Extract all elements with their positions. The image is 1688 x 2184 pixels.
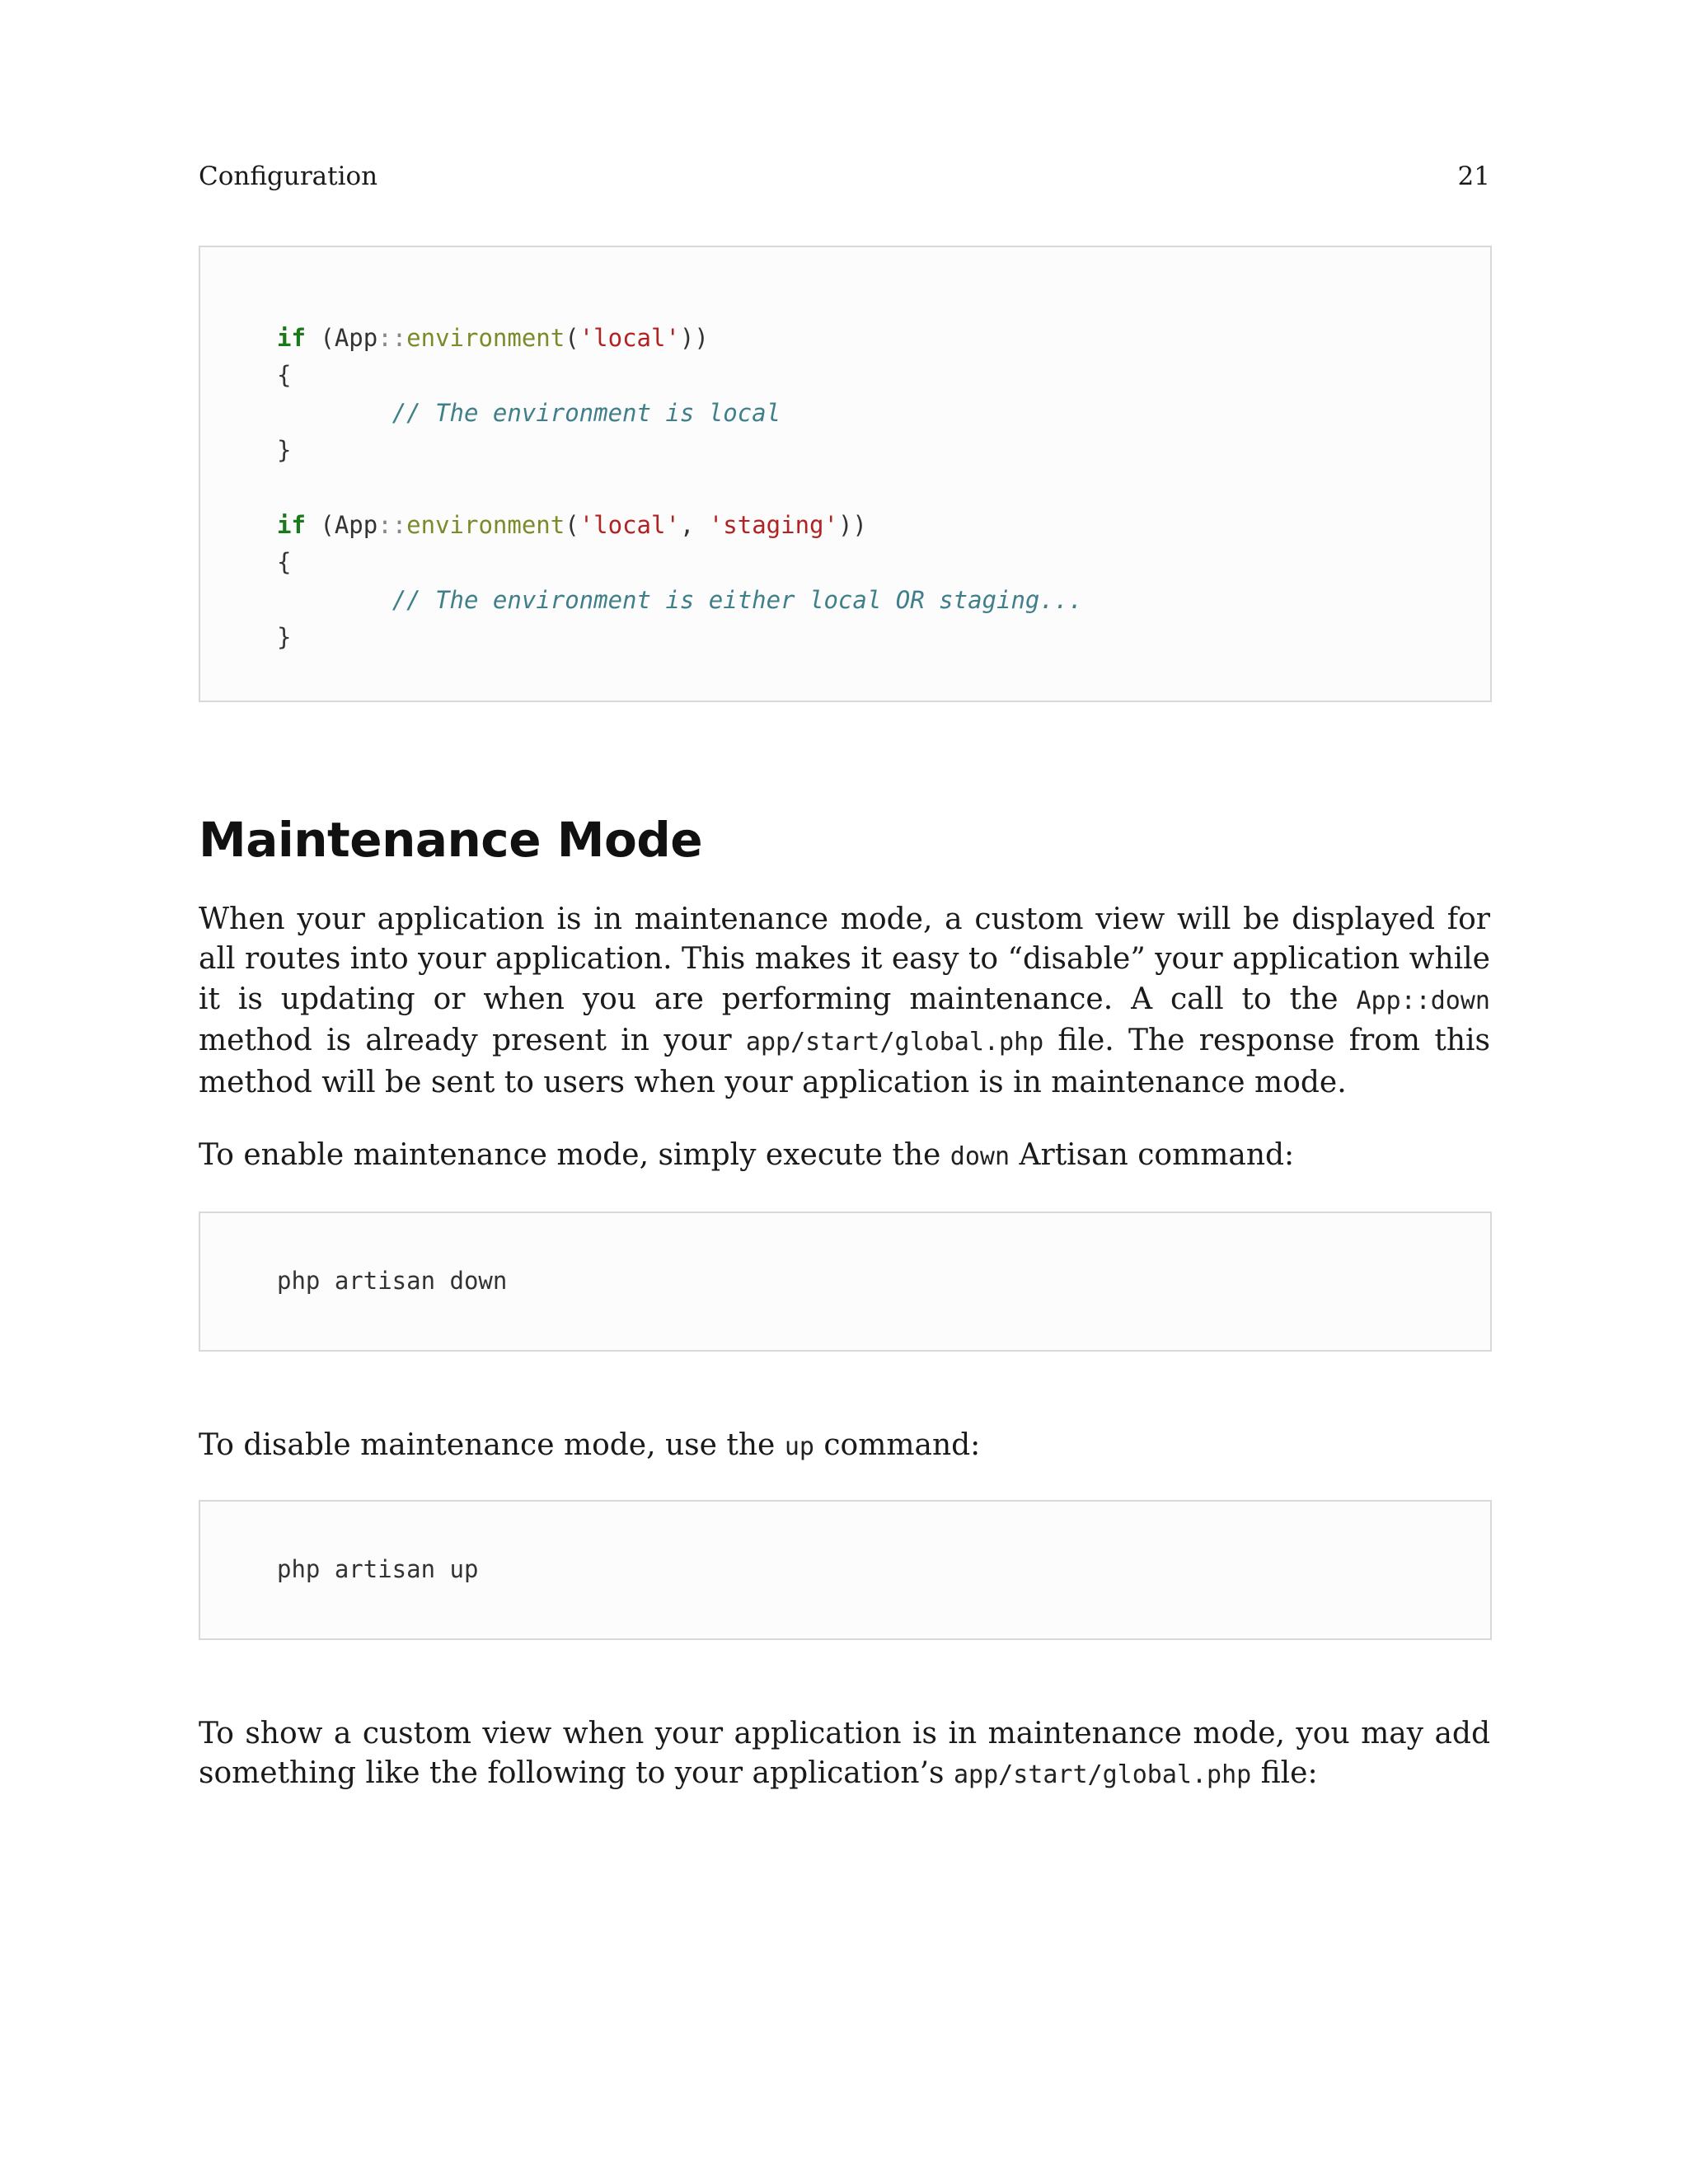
running-header: [199, 162, 1490, 194]
code-line: {: [277, 548, 292, 577]
code-listing: php artisan up: [277, 1555, 479, 1583]
paragraph-enable: To enable maintenance mode, simply execute the down Artisan command:: [199, 1138, 1295, 1172]
paragraph-disable: To disable maintenance mode, use the up command:: [199, 1428, 981, 1462]
inline-code: App::down: [1356, 986, 1490, 1015]
code-block-artisan-up: [199, 1500, 1492, 1640]
code-line: }: [277, 436, 292, 465]
inline-code: app/start/global.php: [953, 1760, 1252, 1790]
code-comment: // The environment is local: [392, 398, 781, 427]
paragraph-custom-view: To show a custom view when your application is in maintenance mode, you may add something like the following to your application’s app/start/global.php file:: [199, 1717, 1490, 1791]
inline-code: up: [784, 1432, 814, 1461]
chapter-title: Configuration: [199, 162, 378, 191]
inline-code: app/start/global.php: [745, 1028, 1044, 1057]
code-line: }: [277, 623, 292, 652]
inline-code: down: [950, 1142, 1010, 1171]
section-heading: Maintenance Mode: [199, 812, 703, 868]
code-listing: php artisan down: [277, 1267, 508, 1295]
code-line: if (App::environment('local')): [277, 324, 709, 352]
code-line: {: [277, 361, 292, 390]
paragraph-maintenance-intro: When your application is in maintenance mode, a custom view will be displayed for all routes into your application. This makes it easy to “disable” your application while it is updating or when you are performing maintenance. A call to the App::down method is already present in your app/start/global.php file. The response from this method will be sent to users when your application is in maintenance mode.: [199, 902, 1490, 1099]
code-block-artisan-down: [199, 1212, 1492, 1352]
code-comment: // The environment is either local OR staging...: [392, 585, 1083, 614]
code-listing: [277, 320, 1083, 657]
code-line: if (App::environment('local', 'staging')): [277, 511, 867, 540]
code-block-environment: [199, 246, 1492, 702]
page-number: 21: [1457, 162, 1490, 191]
